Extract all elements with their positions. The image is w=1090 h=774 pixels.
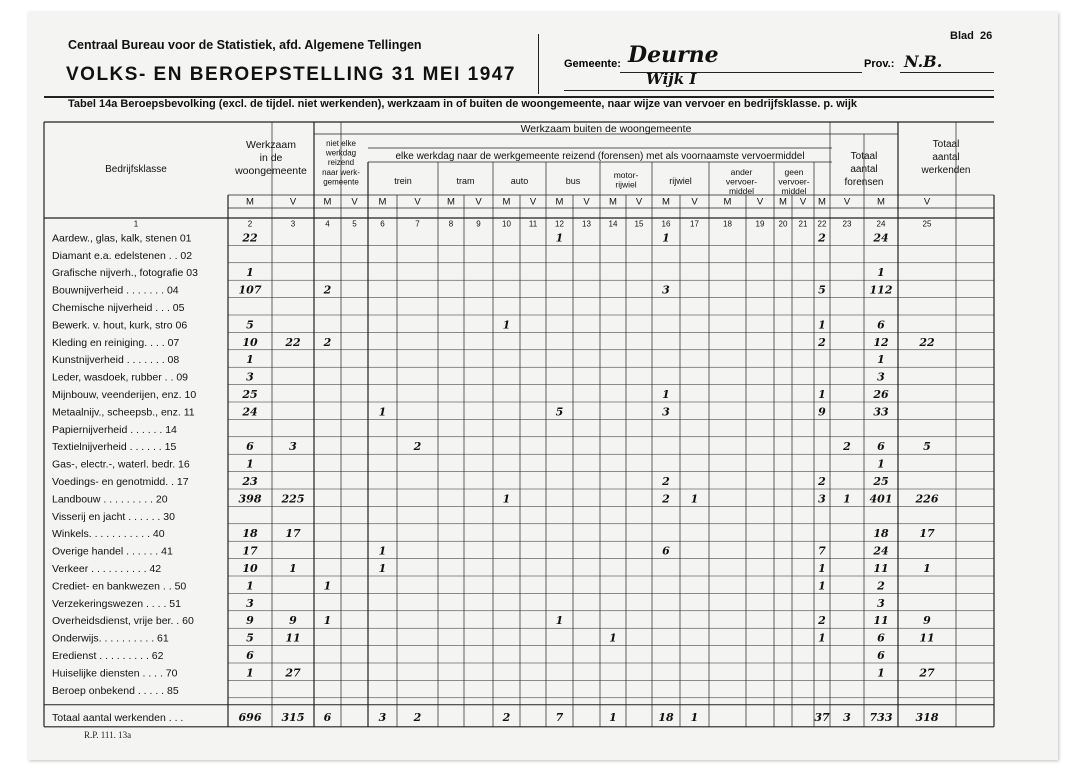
mv-label: V	[756, 196, 764, 208]
column-header-niet-elke: naar werk-	[322, 167, 360, 177]
mv-label: V	[583, 196, 590, 208]
column-header-totaal-forensen: Totaal	[850, 151, 878, 162]
total-value: 7	[555, 710, 564, 724]
mv-label: M	[609, 196, 617, 208]
cell-value: 33	[873, 405, 889, 419]
page-number: Blad 26	[950, 30, 993, 42]
cell-value: 226	[915, 492, 939, 506]
cell-value: 1	[818, 318, 826, 332]
row-label: Aardew., glas, kalk, stenen 01	[52, 232, 192, 245]
cell-value: 6	[246, 440, 254, 454]
cell-value: 7	[818, 544, 826, 558]
cell-value: 12	[873, 335, 889, 349]
cell-value: 6	[246, 649, 254, 662]
cell-value: 17	[285, 527, 301, 541]
column-header-werkzaam-in: Werkzaam	[246, 139, 296, 151]
cell-value: 1	[662, 388, 670, 401]
column-number: 1	[133, 219, 139, 229]
column-number: 4	[325, 219, 330, 229]
cell-value: 1	[555, 231, 564, 245]
total-value: 37	[814, 710, 830, 724]
row-label: Verkeer . . . . . . . . . . 42	[52, 563, 162, 575]
cell-value: 11	[285, 631, 301, 645]
column-number: 18	[723, 219, 732, 229]
cell-value: 112	[869, 283, 893, 297]
cell-value: 24	[873, 231, 889, 245]
cell-value: 1	[923, 562, 931, 575]
cell-value: 2	[818, 335, 826, 349]
row-label: Onderwijs. . . . . . . . . . 61	[52, 632, 169, 645]
cell-value: 1	[246, 579, 254, 593]
cell-value: 22	[242, 231, 258, 245]
mv-label: V	[923, 196, 931, 208]
cell-value: 6	[877, 631, 885, 645]
cell-value: 6	[877, 440, 885, 454]
mv-label: M	[246, 196, 254, 208]
cell-value: 27	[285, 666, 301, 680]
column-header-werkzaam-in: woongemeente	[235, 165, 307, 177]
cell-value: 2	[843, 440, 851, 454]
row-label: Textielnijverheid . . . . . . 15	[52, 441, 177, 454]
row-label: Kunstnijverheid . . . . . . . 08	[52, 354, 180, 367]
row-label: Voedings- en genotmidd. . 17	[52, 476, 189, 488]
column-number: 10	[502, 219, 511, 229]
total-value: 696	[238, 710, 262, 724]
cell-value: 225	[281, 492, 305, 506]
cell-value: 3	[877, 596, 885, 610]
row-label: Landbouw . . . . . . . . . 20	[52, 493, 168, 506]
column-header-totaal-werkenden: Totaal	[932, 139, 960, 150]
row-label: Kleding en reiniging. . . . 07	[52, 336, 180, 349]
row-label: Huiselijke diensten . . . . 70	[52, 667, 178, 680]
total-value: 6	[323, 710, 332, 724]
mv-label: M	[378, 196, 387, 208]
row-label: Beroep onbekend . . . . . 85	[52, 684, 179, 697]
row-label: Chemische nijverheid . . . 05	[52, 302, 185, 314]
cell-value: 2	[662, 492, 670, 506]
column-header-niet-elke: werkdag	[325, 148, 357, 158]
column-number: 3	[290, 219, 296, 229]
mv-label: M	[723, 196, 732, 208]
row-label: Metaalnijv., scheepsb., enz. 11	[52, 406, 195, 419]
column-number: 24	[876, 219, 886, 229]
total-value: 1	[690, 710, 699, 724]
cell-value: 1	[246, 666, 254, 680]
cell-value: 1	[289, 562, 297, 575]
cell-value: 2	[413, 440, 422, 454]
column-header-mode: vervoer-	[725, 176, 758, 187]
total-value: 18	[658, 710, 674, 724]
cell-value: 2	[662, 475, 670, 488]
column-number: 16	[661, 219, 671, 229]
mv-label: V	[475, 196, 482, 208]
cell-value: 18	[242, 527, 258, 541]
total-value: 2	[502, 710, 511, 724]
row-label: Mijnbouw, veenderijen, enz. 10	[52, 389, 197, 401]
mv-label: M	[662, 196, 670, 208]
column-header-mode: bus	[565, 176, 581, 186]
column-number: 21	[798, 219, 808, 229]
cell-value: 10	[242, 335, 258, 349]
cell-value: 1	[877, 353, 885, 367]
mv-label: M	[502, 196, 511, 208]
row-label: Papiernijverheid . . . . . . 14	[52, 423, 177, 436]
mv-label: V	[351, 196, 358, 208]
cell-value: 3	[818, 492, 826, 506]
cell-value: 10	[242, 562, 258, 575]
mv-label: V	[799, 196, 807, 208]
row-label: Gas-, electr.-, waterl. bedr. 16	[52, 458, 190, 471]
cell-value: 1	[818, 388, 826, 401]
cell-value: 9	[923, 614, 931, 628]
row-label: Diamant e.a. edelstenen . . 02	[52, 249, 193, 262]
cell-value: 5	[818, 283, 826, 297]
mv-label: V	[635, 196, 643, 208]
cell-value: 6	[877, 649, 885, 662]
gemeente-label: Gemeente:	[564, 58, 621, 70]
cell-value: 11	[873, 562, 889, 575]
cell-value: 11	[873, 614, 889, 628]
cell-value: 3	[246, 370, 254, 384]
cell-value: 6	[877, 318, 885, 332]
gemeente-value: Deurne	[628, 42, 719, 68]
cell-value: 1	[246, 353, 254, 367]
cell-value: 1	[690, 492, 699, 506]
cell-value: 26	[873, 388, 889, 401]
column-header-totaal-forensen: forensen	[844, 177, 884, 188]
column-number: 9	[476, 219, 481, 229]
column-header-werkzaam-in: in de	[259, 152, 283, 164]
cell-value: 1	[818, 631, 826, 645]
cell-value: 2	[818, 231, 826, 245]
cell-value: 1	[378, 544, 387, 558]
mv-label: V	[414, 196, 421, 208]
cell-value: 1	[502, 318, 511, 332]
mv-label: M	[779, 196, 787, 208]
cell-value: 18	[873, 527, 889, 541]
column-header-bedrijfsklasse: Bedrijfsklasse	[105, 164, 167, 175]
cell-value: 17	[242, 544, 258, 558]
cell-value: 2	[877, 579, 885, 593]
column-number: 13	[582, 219, 591, 229]
cell-value: 24	[242, 405, 258, 419]
column-number: 12	[555, 219, 564, 229]
cell-value: 1	[502, 492, 511, 506]
row-label: Crediet- en bankwezen . . 50	[52, 580, 187, 593]
cell-value: 5	[246, 631, 254, 645]
column-number: 14	[608, 219, 618, 229]
mv-label: V	[289, 196, 297, 208]
census-form-sheet	[28, 12, 1058, 760]
column-number: 11	[528, 219, 538, 229]
cell-value: 22	[285, 335, 301, 349]
cell-value: 24	[873, 544, 889, 558]
province-label: Prov.:	[864, 58, 895, 70]
table-title: Tabel 14a Beroepsbevolking (excl. de tijdel. niet werkenden), werkzaam in of buiten de woongemeente, naar wijze van vervoer en bedrijfsklasse. p. wijk	[68, 98, 857, 110]
cell-value: 9	[246, 614, 254, 628]
cell-value: 11	[919, 631, 935, 645]
cell-value: 398	[238, 492, 262, 506]
census-table	[28, 12, 1058, 760]
cell-value: 1	[877, 666, 885, 680]
cell-value: 3	[877, 370, 885, 384]
column-header-mode: ander	[730, 167, 753, 177]
cell-value: 1	[877, 457, 885, 471]
cell-value: 107	[238, 283, 262, 297]
mv-label: M	[818, 196, 826, 208]
row-label: Eredienst . . . . . . . . . 62	[52, 650, 164, 662]
cell-value: 1	[555, 614, 564, 628]
column-header-niet-elke: reizend	[327, 158, 355, 168]
cell-value: 3	[246, 596, 254, 610]
cell-value: 3	[289, 440, 297, 454]
column-header-niet-elke: niet elke	[326, 139, 356, 148]
cell-value: 1	[323, 614, 332, 628]
cell-value: 1	[246, 266, 254, 280]
column-number: 15	[634, 219, 644, 229]
cell-value: 1	[843, 492, 851, 506]
row-label: Verzekeringswezen . . . . 51	[52, 597, 181, 610]
cell-value: 2	[818, 614, 826, 628]
total-value: 3	[843, 710, 851, 724]
column-header-totaal-werkenden: aantal	[932, 152, 960, 163]
column-number: 25	[922, 219, 932, 229]
total-value: 318	[915, 710, 939, 724]
column-header-elke-werkdag: elke werkdag naar de werkgemeente reizend (forensen) met als voornaamste vervoermiddel	[395, 151, 805, 162]
cell-value: 401	[869, 492, 893, 506]
cell-value: 3	[662, 405, 670, 419]
wijk-value: Wijk I	[646, 70, 697, 88]
column-number: 19	[755, 219, 765, 229]
row-label: Visserij en jacht . . . . . . 30	[52, 510, 175, 523]
total-value: 2	[413, 710, 422, 724]
column-number: 20	[778, 219, 788, 229]
cell-value: 5	[555, 405, 564, 419]
form-code: R.P. 111. 13a	[84, 730, 132, 740]
row-label: Bewerk. v. hout, kurk, stro 06	[52, 319, 188, 332]
mv-label: M	[447, 196, 455, 208]
cell-value: 5	[246, 318, 254, 332]
row-label: Bouwnijverheid . . . . . . . 04	[52, 284, 179, 297]
row-label: Overheidsdienst, vrije ber. . 60	[52, 615, 194, 628]
total-value: 1	[609, 710, 617, 724]
cell-value: 2	[323, 283, 332, 297]
cell-value: 25	[242, 388, 258, 401]
column-header-mode: geen	[784, 167, 804, 177]
total-value: 733	[869, 710, 893, 724]
column-number: 22	[817, 219, 827, 229]
column-header-buiten: Werkzaam buiten de woongemeente	[520, 123, 692, 135]
mv-label: V	[691, 196, 698, 208]
cell-value: 1	[378, 562, 387, 575]
cell-value: 9	[818, 405, 826, 419]
total-row-label: Totaal aantal werkenden . . .	[52, 711, 184, 724]
column-header-mode: auto	[510, 176, 529, 186]
cell-value: 1	[877, 266, 885, 280]
cell-value: 27	[919, 666, 935, 680]
row-label: Grafische nijverh., fotografie 03	[52, 267, 198, 280]
total-value: 3	[378, 710, 387, 724]
cell-value: 25	[873, 475, 889, 488]
row-label: Leder, wasdoek, rubber . . 09	[52, 371, 189, 384]
column-header-mode: motor-	[613, 170, 639, 180]
form-title: VOLKS- EN BEROEPSTELLING 31 MEI 1947	[66, 64, 516, 85]
cell-value: 1	[246, 457, 254, 471]
column-header-totaal-forensen: aantal	[850, 164, 878, 175]
cell-value: 6	[662, 544, 670, 558]
mv-label: V	[529, 196, 537, 208]
column-number: 7	[415, 219, 420, 229]
column-header-mode: tram	[456, 176, 475, 186]
column-header-niet-elke: gemeente	[323, 177, 359, 187]
column-number: 23	[842, 219, 852, 229]
mv-label: V	[843, 196, 851, 208]
column-header-mode: trein	[394, 176, 412, 186]
column-header-totaal-werkenden: werkenden	[921, 165, 971, 176]
cell-value: 1	[818, 562, 826, 575]
row-label: Overige handel . . . . . . 41	[52, 545, 173, 558]
cell-value: 17	[919, 527, 935, 541]
column-number: 5	[352, 219, 357, 229]
organization-name: Centraal Bureau voor de Statistiek, afd. Algemene Tellingen	[68, 38, 422, 52]
cell-value: 2	[323, 335, 332, 349]
column-number: 17	[690, 219, 699, 229]
column-header-mode: middel	[781, 185, 807, 196]
cell-value: 1	[609, 631, 617, 645]
column-number: 2	[247, 219, 253, 229]
total-value: 315	[281, 710, 305, 724]
column-number: 6	[380, 219, 385, 229]
column-header-mode: vervoer-	[778, 176, 810, 187]
cell-value: 1	[818, 579, 826, 593]
province-value: N.B.	[904, 52, 943, 71]
mv-label: M	[323, 196, 332, 208]
cell-value: 1	[323, 579, 332, 593]
column-header-mode: rijwiel	[615, 179, 637, 190]
cell-value: 22	[919, 335, 935, 349]
row-label: Winkels. . . . . . . . . . . 40	[52, 528, 165, 541]
cell-value: 3	[662, 283, 670, 297]
mv-label: M	[877, 196, 885, 208]
cell-value: 1	[662, 231, 670, 245]
mv-label: M	[555, 196, 564, 208]
cell-value: 23	[242, 475, 258, 488]
column-number: 8	[448, 219, 454, 229]
cell-value: 1	[378, 405, 387, 419]
cell-value: 5	[923, 440, 931, 454]
column-header-mode: middel	[728, 185, 755, 196]
cell-value: 9	[289, 614, 297, 628]
column-header-mode: rijwiel	[669, 176, 692, 186]
cell-value: 2	[818, 475, 826, 488]
